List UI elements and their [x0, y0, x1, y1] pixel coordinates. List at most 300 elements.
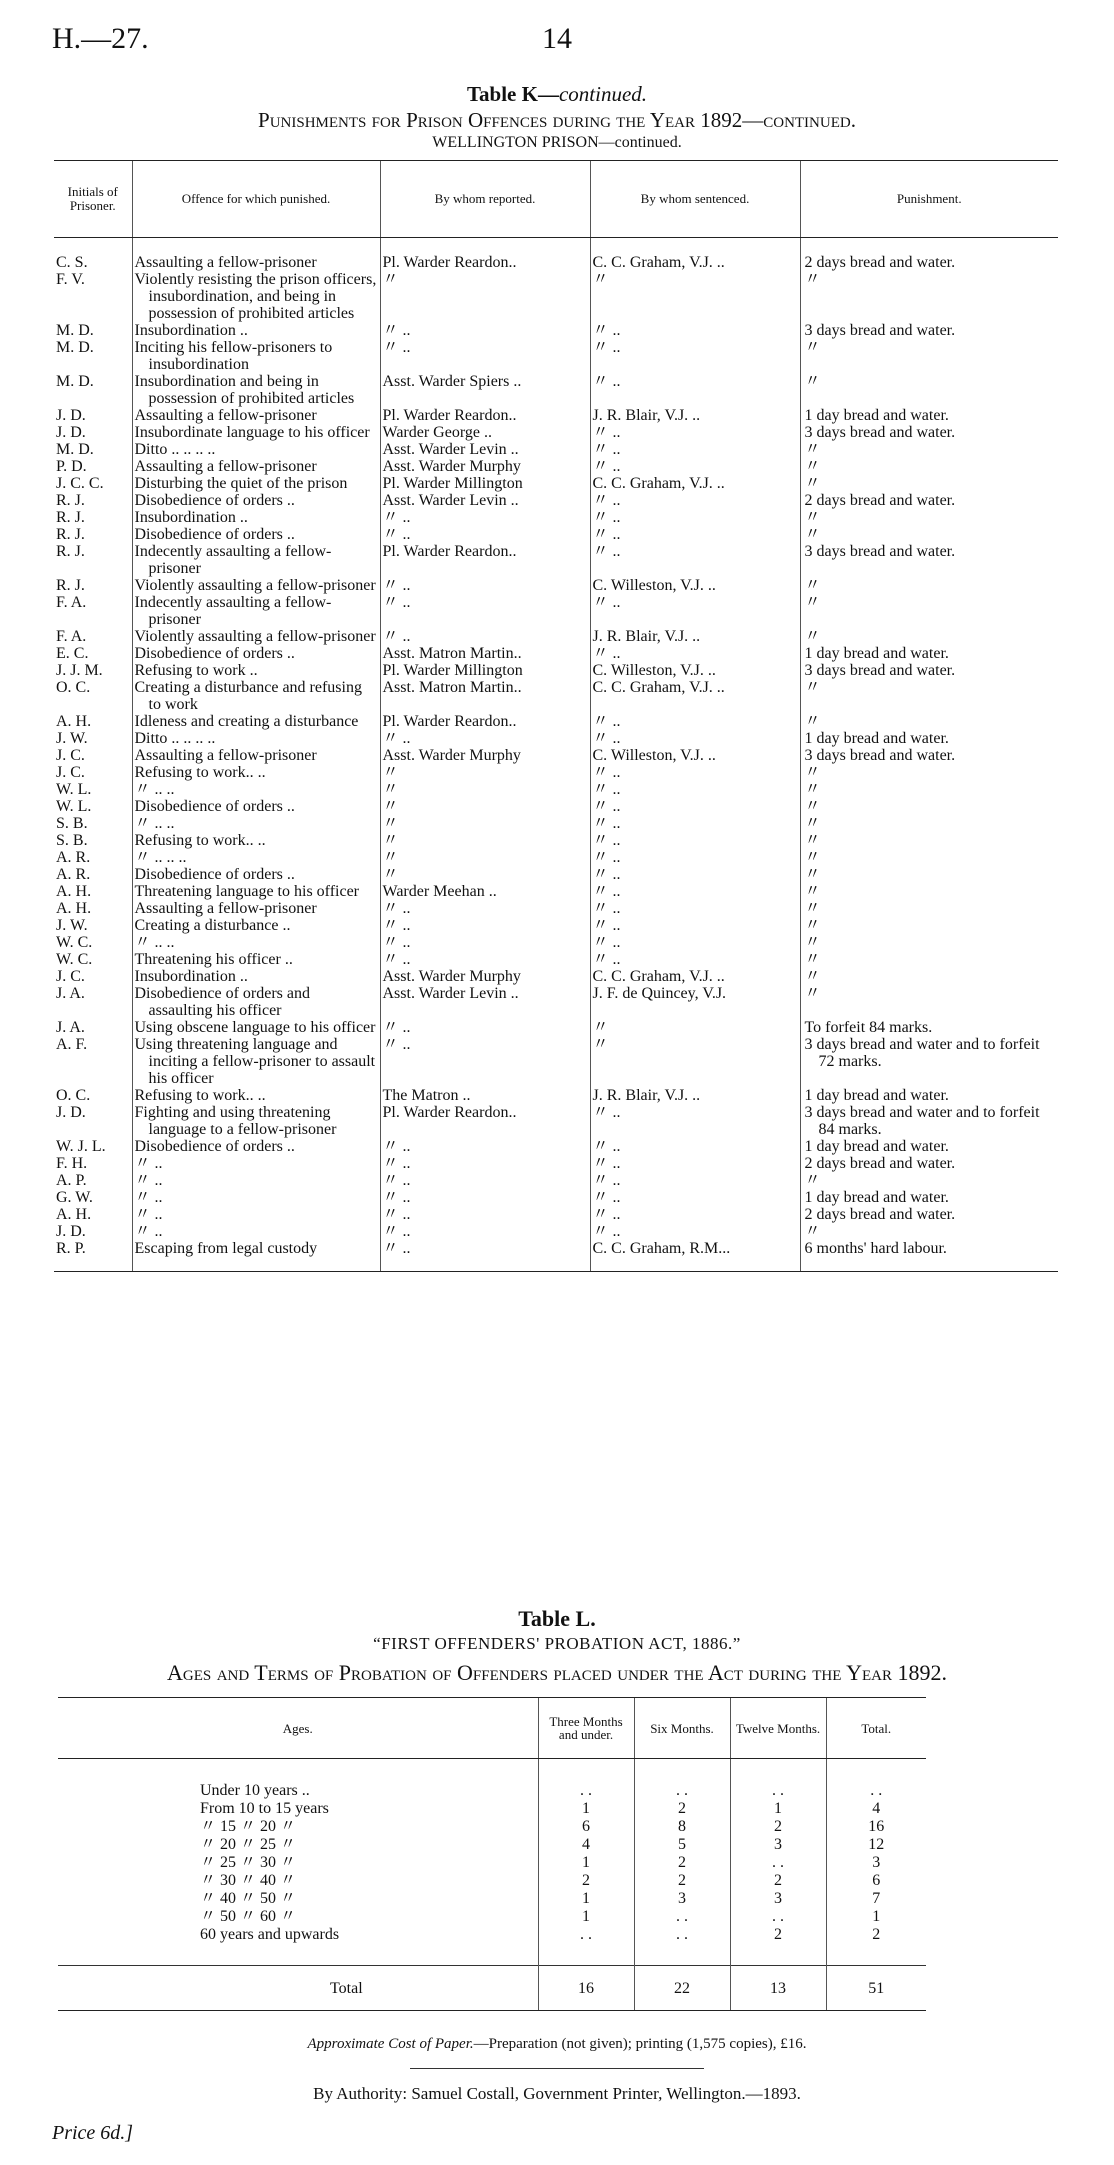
age-range-cell: 〃 50 〃 60 〃	[200, 1907, 297, 1925]
reported-by-cell: 〃 ..	[380, 339, 590, 373]
table-row	[58, 1799, 926, 1817]
punishment-cell: 〃	[800, 781, 1058, 798]
initials-cell: R. J.	[56, 526, 85, 543]
table-row	[54, 951, 1058, 968]
reported-by-cell: 〃	[380, 832, 590, 849]
reported-by-cell: 〃 ..	[380, 509, 590, 526]
sentenced-by-cell: 〃 ..	[590, 1189, 800, 1206]
six-months-cell: 2	[634, 1799, 730, 1817]
reported-by-cell: 〃 ..	[380, 322, 590, 339]
table-row	[54, 254, 1058, 271]
punishment-cell: 〃	[800, 832, 1058, 849]
total-cell: 4	[826, 1799, 926, 1817]
punishments-table-body	[54, 238, 1058, 1272]
reported-by-cell: Pl. Warder Millington	[380, 475, 590, 492]
reported-by-cell: 〃 ..	[380, 1223, 590, 1240]
reported-by-cell: Asst. Warder Levin ..	[380, 441, 590, 458]
table-row	[54, 1036, 1058, 1087]
sentenced-by-cell: C. C. Graham, V.J. ..	[590, 475, 800, 492]
table-row	[54, 832, 1058, 849]
reported-by-cell: 〃 ..	[380, 1138, 590, 1155]
table-row	[54, 577, 1058, 594]
twelve-months-cell: . .	[730, 1853, 826, 1871]
offence-cell: Creating a disturbance ..	[132, 917, 380, 934]
table-row	[58, 1871, 926, 1889]
reported-by-cell: 〃 ..	[380, 900, 590, 917]
sentenced-by-cell: C. C. Graham, V.J. ..	[590, 968, 800, 985]
sentenced-by-cell: 〃 ..	[590, 424, 800, 441]
offence-cell: Disobedience of orders ..	[132, 1138, 380, 1155]
offence-cell: Refusing to work.. ..	[132, 764, 380, 781]
offence-cell: Idleness and creating a disturbance	[132, 713, 380, 730]
initials-cell: A. F.	[56, 1036, 88, 1053]
offence-cell: 〃 .. ..	[132, 934, 380, 951]
initials-cell: J. D.	[56, 424, 86, 441]
reported-by-cell: 〃	[380, 764, 590, 781]
initials-cell: S. B.	[56, 815, 88, 832]
six-months-cell: . .	[634, 1907, 730, 1925]
initials-cell: A. R.	[56, 866, 91, 883]
age-range-cell: 〃 20 〃 25 〃	[200, 1835, 297, 1853]
initials-cell: F. H.	[56, 1155, 88, 1172]
total-cell: 6	[826, 1871, 926, 1889]
table-row	[54, 713, 1058, 730]
reported-by-cell: Warder George ..	[380, 424, 590, 441]
sentenced-by-cell: 〃 ..	[590, 526, 800, 543]
punishment-cell: 3 days bread and water.	[800, 543, 1058, 577]
initials-cell: J. W.	[56, 730, 88, 747]
table-row	[54, 1206, 1058, 1223]
sentenced-by-cell: 〃 ..	[590, 441, 800, 458]
age-range-cell: 〃 15 〃 20 〃	[200, 1817, 297, 1835]
reported-by-cell: Asst. Warder Murphy	[380, 747, 590, 764]
reported-by-cell: The Matron ..	[380, 1087, 590, 1104]
three-months-cell: . .	[538, 1781, 634, 1799]
age-range-cell: 60 years and upwards	[200, 1925, 340, 1943]
offence-cell: Indecently assaulting a fellow-prisoner	[132, 543, 380, 577]
table-row	[54, 917, 1058, 934]
column-header-three-months: Three Months and under.	[538, 1698, 634, 1759]
reported-by-cell: 〃	[380, 849, 590, 866]
table-row	[54, 322, 1058, 339]
punishment-cell: 3 days bread and water and to forfeit 84 marks.	[800, 1104, 1058, 1138]
table-row	[54, 1155, 1058, 1172]
sentenced-by-cell: 〃 ..	[590, 815, 800, 832]
initials-cell: A. P.	[56, 1172, 87, 1189]
table-row	[54, 1240, 1058, 1272]
reported-by-cell: 〃 ..	[380, 917, 590, 934]
offence-cell: 〃 ..	[132, 1223, 380, 1240]
sentenced-by-cell: J. R. Blair, V.J. ..	[590, 407, 800, 424]
initials-cell: J. A.	[56, 985, 85, 1002]
punishment-cell: 〃	[800, 1223, 1058, 1240]
table-row	[58, 1781, 926, 1799]
initials-cell: M. D.	[56, 441, 94, 458]
total-six-months: 22	[634, 1966, 730, 2011]
sentenced-by-cell: C. C. Graham, R.M...	[590, 1240, 800, 1272]
initials-cell: J. J. M.	[56, 662, 103, 679]
initials-cell: W. C.	[56, 934, 93, 951]
table-row	[54, 628, 1058, 645]
reported-by-cell: Asst. Matron Martin..	[380, 679, 590, 713]
three-months-cell: 2	[538, 1871, 634, 1889]
offence-cell: Ditto .. .. .. ..	[132, 441, 380, 458]
punishment-cell: 〃	[800, 577, 1058, 594]
punishment-cell: 3 days bread and water.	[800, 747, 1058, 764]
offence-cell: 〃 .. .. ..	[132, 849, 380, 866]
table-l-subtitle: Ages and Terms of Probation of Offenders placed under the Act during the Year 1892.	[166, 1660, 947, 1685]
sentenced-by-cell: 〃 ..	[590, 866, 800, 883]
offence-cell: Assaulting a fellow-prisoner	[132, 407, 380, 424]
reported-by-cell: 〃 ..	[380, 934, 590, 951]
twelve-months-cell: 2	[730, 1871, 826, 1889]
offence-cell: Ditto .. .. .. ..	[132, 730, 380, 747]
initials-cell: J. D.	[56, 1104, 86, 1121]
table-row	[54, 509, 1058, 526]
punishment-cell: 〃	[800, 985, 1058, 1019]
punishment-cell: 〃	[800, 526, 1058, 543]
offence-cell: Assaulting a fellow-prisoner	[132, 254, 380, 271]
table-l-title: Table L.	[518, 1606, 596, 1631]
offence-cell: 〃 ..	[132, 1172, 380, 1189]
table-row	[54, 1189, 1058, 1206]
initials-cell: A. H.	[56, 883, 92, 900]
twelve-months-cell: 2	[730, 1925, 826, 1943]
table-row	[54, 866, 1058, 883]
offence-cell: Refusing to work.. ..	[132, 1087, 380, 1104]
probation-table-body	[58, 1759, 926, 2011]
column-header-initials: Initials of Prisoner.	[54, 161, 132, 238]
punishment-cell: 〃	[800, 968, 1058, 985]
reported-by-cell: Warder Meehan ..	[380, 883, 590, 900]
sentenced-by-cell: 〃 ..	[590, 883, 800, 900]
offence-cell: Refusing to work.. ..	[132, 832, 380, 849]
offence-cell: Insubordination ..	[132, 509, 380, 526]
punishment-cell: 2 days bread and water.	[800, 492, 1058, 509]
age-range-cell: Under 10 years ..	[200, 1781, 310, 1799]
column-header-ages: Ages.	[58, 1698, 538, 1759]
offence-cell: Using obscene language to his officer	[132, 1019, 380, 1036]
punishment-cell: 1 day bread and water.	[800, 1087, 1058, 1104]
punishment-cell: 2 days bread and water.	[800, 254, 1058, 271]
sentenced-by-cell: J. R. Blair, V.J. ..	[590, 1087, 800, 1104]
reported-by-cell: 〃 ..	[380, 1172, 590, 1189]
sentenced-by-cell: 〃 ..	[590, 1104, 800, 1138]
offence-cell: Creating a disturbance and refusing to work	[132, 679, 380, 713]
punishment-cell: 1 day bread and water.	[800, 645, 1058, 662]
table-row	[54, 407, 1058, 424]
table-row	[54, 849, 1058, 866]
sentenced-by-cell: C. C. Graham, V.J. ..	[590, 254, 800, 271]
offence-cell: Threatening language to his officer	[132, 883, 380, 900]
column-header-total: Total.	[826, 1698, 926, 1759]
initials-cell: J. C. C.	[56, 475, 104, 492]
document-reference: H.—27.	[52, 22, 149, 55]
reported-by-cell: 〃 ..	[380, 1189, 590, 1206]
initials-cell: G. W.	[56, 1189, 93, 1206]
initials-cell: J. D.	[56, 407, 86, 424]
sentenced-by-cell: 〃 ..	[590, 934, 800, 951]
sentenced-by-cell: J. F. de Quincey, V.J.	[590, 985, 800, 1019]
table-row	[54, 543, 1058, 577]
sentenced-by-cell: 〃	[590, 1019, 800, 1036]
reported-by-cell: 〃 ..	[380, 730, 590, 747]
table-row	[58, 1817, 926, 1835]
twelve-months-cell: 3	[730, 1835, 826, 1853]
reported-by-cell: 〃 ..	[380, 577, 590, 594]
six-months-cell: 2	[634, 1853, 730, 1871]
three-months-cell: 1	[538, 1889, 634, 1907]
table-k-subtitle: Punishments for Prison Offences during the Year 1892—continued.	[258, 108, 856, 132]
table-row	[58, 1907, 926, 1925]
punishment-cell: 〃	[800, 815, 1058, 832]
initials-cell: O. C.	[56, 1087, 91, 1104]
reported-by-cell: Pl. Warder Reardon..	[380, 543, 590, 577]
initials-cell: J. C.	[56, 747, 85, 764]
punishment-cell: 〃	[800, 764, 1058, 781]
offence-cell: Refusing to work ..	[132, 662, 380, 679]
table-row	[54, 458, 1058, 475]
sentenced-by-cell: C. Willeston, V.J. ..	[590, 577, 800, 594]
punishment-cell: 3 days bread and water.	[800, 662, 1058, 679]
table-row	[54, 747, 1058, 764]
table-row	[54, 645, 1058, 662]
sentenced-by-cell: 〃 ..	[590, 730, 800, 747]
three-months-cell: 1	[538, 1799, 634, 1817]
reported-by-cell: 〃 ..	[380, 1019, 590, 1036]
sentenced-by-cell: 〃 ..	[590, 492, 800, 509]
total-cell: 12	[826, 1835, 926, 1853]
reported-by-cell: 〃 ..	[380, 526, 590, 543]
reported-by-cell: Asst. Warder Murphy	[380, 968, 590, 985]
reported-by-cell: 〃 ..	[380, 1240, 590, 1272]
table-row	[54, 373, 1058, 407]
offence-cell: Disobedience of orders ..	[132, 866, 380, 883]
table-row	[54, 424, 1058, 441]
offence-cell: Disobedience of orders ..	[132, 526, 380, 543]
sentenced-by-cell: 〃 ..	[590, 781, 800, 798]
column-header-sentenced: By whom sentenced.	[590, 161, 800, 238]
initials-cell: R. J.	[56, 509, 85, 526]
table-row	[54, 730, 1058, 747]
age-range-cell: 〃 30 〃 40 〃	[200, 1871, 297, 1889]
total-cell: 7	[826, 1889, 926, 1907]
twelve-months-cell: 1	[730, 1799, 826, 1817]
offence-cell: Violently resisting the prison officers, insubordination, and being in possession of prohibited articles	[132, 271, 380, 322]
column-header-twelve-months: Twelve Months.	[730, 1698, 826, 1759]
reported-by-cell: 〃 ..	[380, 951, 590, 968]
punishment-cell: 〃	[800, 798, 1058, 815]
twelve-months-cell: 2	[730, 1817, 826, 1835]
table-row	[54, 526, 1058, 543]
offence-cell: 〃 ..	[132, 1155, 380, 1172]
six-months-cell: 5	[634, 1835, 730, 1853]
reported-by-cell: 〃 ..	[380, 1036, 590, 1087]
reported-by-cell: Asst. Warder Murphy	[380, 458, 590, 475]
three-months-cell: 4	[538, 1835, 634, 1853]
initials-cell: M. D.	[56, 322, 94, 339]
offence-cell: Insubordination and being in possession of prohibited articles	[132, 373, 380, 407]
punishment-cell: 1 day bread and water.	[800, 730, 1058, 747]
offence-cell: 〃 ..	[132, 1189, 380, 1206]
punishment-cell: 〃	[800, 917, 1058, 934]
initials-cell: W. L.	[56, 798, 92, 815]
punishment-cell: 1 day bread and water.	[800, 407, 1058, 424]
table-row	[54, 883, 1058, 900]
punishment-cell: 〃	[800, 900, 1058, 917]
punishment-cell: 〃	[800, 509, 1058, 526]
total-twelve-months: 13	[730, 1966, 826, 2011]
offence-cell: Insubordinate language to his officer	[132, 424, 380, 441]
six-months-cell: . .	[634, 1781, 730, 1799]
sentenced-by-cell: 〃 ..	[590, 339, 800, 373]
sentenced-by-cell: 〃 ..	[590, 1172, 800, 1189]
reported-by-cell: Asst. Warder Levin ..	[380, 492, 590, 509]
offence-cell: Insubordination ..	[132, 968, 380, 985]
offence-cell: Using threatening language and inciting a fellow-prisoner to assault his officer	[132, 1036, 380, 1087]
punishment-cell: 6 months' hard labour.	[800, 1240, 1058, 1272]
table-row	[54, 662, 1058, 679]
table-row	[54, 815, 1058, 832]
reported-by-cell: Pl. Warder Reardon..	[380, 713, 590, 730]
three-months-cell: . .	[538, 1925, 634, 1943]
reported-by-cell: 〃 ..	[380, 1206, 590, 1223]
punishment-cell: 〃	[800, 628, 1058, 645]
punishment-cell: 〃	[800, 594, 1058, 628]
punishment-cell: 〃	[800, 934, 1058, 951]
table-row	[54, 985, 1058, 1019]
reported-by-cell: 〃 ..	[380, 1155, 590, 1172]
initials-cell: O. C.	[56, 679, 91, 696]
table-row	[54, 764, 1058, 781]
reported-by-cell: 〃	[380, 781, 590, 798]
initials-cell: F. V.	[56, 271, 85, 288]
initials-cell: A. H.	[56, 1206, 92, 1223]
reported-by-cell: 〃	[380, 866, 590, 883]
initials-cell: M. D.	[56, 373, 94, 390]
reported-by-cell: 〃 ..	[380, 594, 590, 628]
offence-cell: Inciting his fellow-prisoners to insubordination	[132, 339, 380, 373]
probation-table	[58, 1697, 926, 2011]
punishment-cell: 3 days bread and water.	[800, 424, 1058, 441]
table-row	[54, 781, 1058, 798]
reported-by-cell: 〃	[380, 271, 590, 322]
sentenced-by-cell: 〃 ..	[590, 951, 800, 968]
sentenced-by-cell: C. Willeston, V.J. ..	[590, 747, 800, 764]
sentenced-by-cell: 〃 ..	[590, 764, 800, 781]
price: Price 6d.]	[52, 2122, 134, 2144]
total-cell: 1	[826, 1907, 926, 1925]
initials-cell: R. J.	[56, 577, 85, 594]
table-row	[54, 1087, 1058, 1104]
table-row	[58, 1835, 926, 1853]
punishment-cell: To forfeit 84 marks.	[800, 1019, 1058, 1036]
offence-cell: 〃 .. ..	[132, 781, 380, 798]
table-l-act: “FIRST OFFENDERS' PROBATION ACT, 1886.”	[373, 1634, 741, 1653]
sentenced-by-cell: 〃 ..	[590, 322, 800, 339]
three-months-cell: 6	[538, 1817, 634, 1835]
initials-cell: M. D.	[56, 339, 94, 356]
offence-cell: Assaulting a fellow-prisoner	[132, 747, 380, 764]
age-range-cell: 〃 40 〃 50 〃	[200, 1889, 297, 1907]
reported-by-cell: Asst. Warder Levin ..	[380, 985, 590, 1019]
printer-authority: By Authority: Samuel Costall, Government Printer, Wellington.—1893.	[313, 2084, 801, 2103]
sentenced-by-cell: 〃 ..	[590, 594, 800, 628]
initials-cell: J. A.	[56, 1019, 85, 1036]
footer-rule	[410, 2068, 704, 2069]
punishment-cell: 〃	[800, 1172, 1058, 1189]
table-row	[54, 1223, 1058, 1240]
six-months-cell: . .	[634, 1925, 730, 1943]
punishment-cell: 〃	[800, 339, 1058, 373]
total-three-months: 16	[538, 1966, 634, 2011]
sentenced-by-cell: 〃 ..	[590, 1138, 800, 1155]
punishment-cell: 〃	[800, 713, 1058, 730]
table-row	[54, 1104, 1058, 1138]
age-range-cell: 〃 25 〃 30 〃	[200, 1853, 297, 1871]
initials-cell: A. H.	[56, 900, 92, 917]
reported-by-cell: 〃	[380, 798, 590, 815]
reported-by-cell: 〃 ..	[380, 628, 590, 645]
offence-cell: Disturbing the quiet of the prison	[132, 475, 380, 492]
column-header-six-months: Six Months.	[634, 1698, 730, 1759]
grand-total: 51	[826, 1966, 926, 2011]
sentenced-by-cell: 〃 ..	[590, 1206, 800, 1223]
initials-cell: J. C.	[56, 968, 85, 985]
table-row	[54, 594, 1058, 628]
initials-cell: F. A.	[56, 594, 87, 611]
offence-cell: Indecently assaulting a fellow-prisoner	[132, 594, 380, 628]
punishment-cell: 3 days bread and water.	[800, 322, 1058, 339]
three-months-cell: 1	[538, 1907, 634, 1925]
table-k-prison: WELLINGTON PRISON—continued.	[432, 134, 682, 151]
reported-by-cell: Asst. Warder Spiers ..	[380, 373, 590, 407]
page-number: 14	[542, 22, 572, 55]
initials-cell: A. H.	[56, 713, 92, 730]
total-cell: 3	[826, 1853, 926, 1871]
sentenced-by-cell: 〃 ..	[590, 917, 800, 934]
total-label: Total	[58, 1966, 538, 2011]
punishment-cell: 1 day bread and water.	[800, 1138, 1058, 1155]
offence-cell: Insubordination ..	[132, 322, 380, 339]
table-row	[54, 492, 1058, 509]
table-row	[54, 1172, 1058, 1189]
reported-by-cell: Asst. Matron Martin..	[380, 645, 590, 662]
punishment-cell: 〃	[800, 951, 1058, 968]
age-range-cell: From 10 to 15 years	[200, 1799, 329, 1817]
offence-cell: Escaping from legal custody	[132, 1240, 380, 1272]
initials-cell: W. J. L.	[56, 1138, 106, 1155]
punishment-cell: 1 day bread and water.	[800, 1189, 1058, 1206]
offence-cell: Disobedience of orders and assaulting his officer	[132, 985, 380, 1019]
punishment-cell: 〃	[800, 883, 1058, 900]
total-row	[58, 1966, 926, 2011]
offence-cell: Fighting and using threatening language to a fellow-prisoner	[132, 1104, 380, 1138]
reported-by-cell: 〃	[380, 815, 590, 832]
reported-by-cell: Pl. Warder Reardon..	[380, 254, 590, 271]
table-row	[54, 900, 1058, 917]
sentenced-by-cell: 〃 ..	[590, 713, 800, 730]
six-months-cell: 8	[634, 1817, 730, 1835]
initials-cell: R. J.	[56, 543, 85, 560]
sentenced-by-cell: 〃	[590, 1036, 800, 1087]
three-months-cell: 1	[538, 1853, 634, 1871]
column-header-reported: By whom reported.	[380, 161, 590, 238]
punishments-table	[54, 160, 1058, 1272]
table-row	[58, 1925, 926, 1943]
punishment-cell: 3 days bread and water and to forfeit 72 marks.	[800, 1036, 1058, 1087]
initials-cell: E. C.	[56, 645, 89, 662]
